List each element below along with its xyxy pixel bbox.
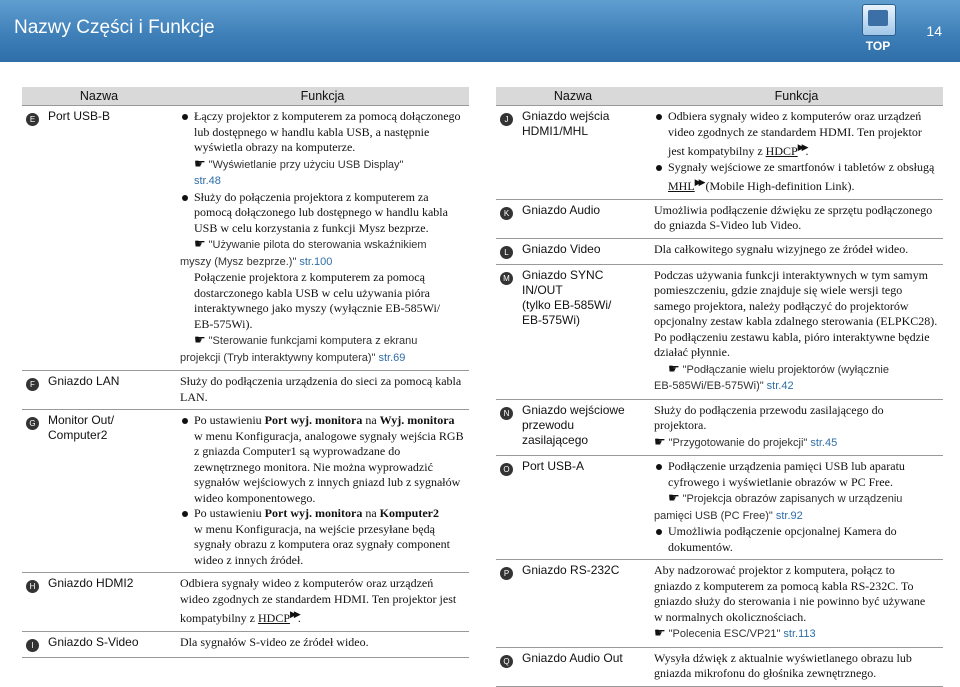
description-line [654, 218, 939, 234]
description-text: Podłączenie urządzenia pamięci USB lub aparatu [668, 459, 905, 473]
part-name-line: Gniazdo Audio Out [522, 650, 623, 665]
part-function [176, 371, 469, 410]
description-line [180, 374, 465, 390]
glossary-arrow-icon: ▶▶ [694, 177, 703, 187]
description-text: Odbiera sygnały wideo z komputerów oraz urządzeń [668, 109, 922, 123]
page-reference-link[interactable]: str.42 [766, 380, 794, 392]
badge-cell [496, 238, 518, 264]
number-badge-icon: M [500, 272, 513, 285]
table-row [496, 238, 943, 264]
column-name-header: Nazwa [22, 87, 176, 106]
description-text: EB-575Wi). [194, 316, 253, 331]
description-line [654, 524, 939, 540]
description-text: Sygnały wejściowe ze smartfonów i tabletów z obsługą [668, 159, 935, 174]
description-line [654, 563, 939, 579]
part-name [44, 106, 176, 371]
part-function [650, 264, 943, 399]
page-reference-link[interactable]: str.45 [810, 436, 838, 449]
part-function [650, 106, 943, 200]
table-row [496, 106, 943, 200]
badge-cell [22, 631, 44, 657]
number-badge-icon: Q [500, 655, 513, 668]
part-function [650, 647, 943, 686]
description-line [654, 594, 939, 610]
glossary-arrow-icon: ▶▶ [797, 142, 806, 152]
description-line [180, 173, 465, 190]
badge-cell [22, 371, 44, 410]
part-name [518, 264, 650, 399]
part-function [650, 399, 943, 456]
part-name-line: Gniazdo Audio [522, 202, 601, 217]
description-text: Wysyła dźwięk z aktualnie wyświetlanego obrazu lub [654, 650, 912, 665]
number-badge-icon: G [26, 417, 39, 430]
description-line [654, 508, 939, 525]
number-badge-icon: E [26, 113, 39, 126]
part-name-line: Monitor Out/ [48, 413, 115, 427]
description-line [180, 444, 465, 460]
page-reference-link[interactable]: str.100 [299, 255, 333, 268]
page-reference-link[interactable]: str.48 [194, 175, 221, 187]
part-name [518, 238, 650, 264]
description-text: LAN. [180, 389, 208, 404]
description-line [180, 576, 465, 592]
description-line [180, 537, 465, 553]
pointing-hand-icon: ☛ [654, 625, 666, 640]
description-text: gniazda mikrofonu do głośnika zewnętrznego. [654, 666, 877, 680]
description-text: sygnały obrazu z komputera oraz sygnały component [194, 537, 450, 551]
badge-cell [496, 456, 518, 560]
description-line [654, 418, 939, 434]
part-function [650, 238, 943, 264]
description-text: dokumentów. [668, 539, 733, 554]
description-text: wideo zgodnych ze standardem HDMI. Ten projektor jest [180, 591, 457, 606]
part-name [518, 399, 650, 456]
description-line [654, 109, 939, 125]
description-text: działać płynnie. [654, 345, 730, 359]
glossary-arrow-icon: ▶▶ [290, 609, 298, 619]
cross-reference-text: "Wyświetlanie przy użyciu USB Display" [208, 158, 404, 171]
part-name-line: Gniazdo wejściowe [522, 402, 625, 417]
part-name-line: Computer2 [48, 428, 108, 442]
badge-cell [496, 647, 518, 686]
pointing-hand-icon: ☛ [194, 236, 206, 251]
cross-reference-text: EB-585Wi/EB-575Wi)" [654, 380, 764, 392]
description-line [654, 490, 939, 508]
pointing-hand-icon: ☛ [194, 155, 206, 171]
table-row [496, 399, 943, 456]
description-line [180, 491, 465, 507]
description-line [180, 317, 465, 333]
description-line [180, 301, 465, 317]
badge-cell [496, 106, 518, 200]
description-line [654, 459, 939, 475]
description-text: Aby nadzorować projektor z komputera, połącz to [654, 563, 895, 577]
part-name-line: Gniazdo SYNC IN/OUT [522, 267, 604, 297]
menu-term: Port wyj. monitora [264, 413, 363, 427]
description-line [180, 429, 465, 445]
description-text: Po podłączeniu zestawu kabla, pióro interaktywne będzie [654, 329, 930, 344]
part-function [176, 410, 469, 573]
description-line [654, 610, 939, 626]
page-reference-link[interactable]: str.113 [783, 628, 816, 640]
description-line [180, 553, 465, 569]
table-row [496, 560, 943, 648]
description-text: Dla sygnałów S-video ze źródeł wideo. [180, 634, 369, 649]
badge-cell [22, 573, 44, 632]
number-badge-icon: P [500, 567, 513, 580]
description-line [654, 268, 939, 284]
part-name-line: Port USB-B [48, 109, 111, 123]
description-text: samego projektora, należy podłączyć do projektorów [654, 298, 909, 313]
description-line [654, 140, 939, 160]
description-text: pomieszczeniu, gdzie znajduje się wiele wersji tego [654, 283, 903, 297]
description-text: z gniazda Computer1 są wyprowadzane do [194, 444, 401, 458]
table-row [22, 106, 469, 371]
part-function [176, 573, 469, 632]
description-text: Odbiera sygnały wideo z komputerów oraz urządzeń [180, 576, 434, 590]
pointing-hand-icon: ☛ [194, 332, 206, 347]
description-text: w menu Konfiguracja, analogowe sygnały wejścia RGB [194, 428, 464, 443]
description-line [180, 156, 465, 174]
page-reference-link[interactable]: str.69 [378, 351, 406, 364]
description-text: Po ustawieniu [194, 506, 265, 520]
number-badge-icon: F [26, 378, 39, 391]
cross-reference-text: pamięci USB (PC Free)" [654, 509, 773, 522]
part-name-line: zasilającego [522, 432, 589, 447]
badge-cell [496, 199, 518, 238]
description-line [180, 270, 465, 286]
description-line [654, 361, 939, 379]
number-badge-icon: N [500, 407, 513, 420]
description-text: do gniazda S-Video lub Video. [654, 218, 802, 232]
description-line [654, 625, 939, 643]
column-function-header: Funkcja [176, 87, 469, 106]
page-reference-link[interactable]: str.92 [775, 509, 803, 522]
description-text: projektora. [654, 418, 707, 432]
page-header [0, 0, 960, 62]
part-name-line: EB-575Wi) [522, 312, 581, 327]
description-text: sygnałów wejściowych z innych gniazd lub z sygnałów [194, 475, 461, 489]
part-name [518, 647, 650, 686]
description-line [654, 579, 939, 595]
description-line [180, 522, 465, 538]
description-line [180, 109, 465, 125]
table-row [22, 573, 469, 632]
cross-reference-text: "Przygotowanie do projekcji" [668, 436, 808, 449]
description-line [180, 607, 465, 627]
table-header [22, 87, 469, 106]
description-line [654, 403, 939, 419]
pointing-hand-icon: ☛ [668, 360, 680, 376]
part-name-line: przewodu [522, 417, 575, 432]
number-badge-icon: O [500, 463, 513, 476]
description-text: jest kompatybilny z [668, 144, 766, 158]
description-text: Dla całkowitego sygnału wizyjnego ze źródeł wideo. [654, 241, 909, 256]
description-line [180, 236, 465, 254]
top-icon [862, 4, 896, 36]
cross-reference-text: projekcji (Tryb interaktywny komputera)" [180, 351, 376, 364]
table-row [22, 631, 469, 657]
page-title: Nazwy Części i Funkcje [14, 17, 215, 38]
description-text: Po ustawieniu [194, 413, 265, 427]
table-row [496, 456, 943, 560]
description-text: w normalnych okolicznościach. [654, 609, 807, 624]
description-line [180, 460, 465, 476]
description-line [654, 299, 939, 315]
table-row [496, 199, 943, 238]
description-line [180, 190, 465, 206]
pointing-hand-icon: ☛ [654, 433, 666, 449]
description-text: wyświetla obrazy na komputerze. [194, 140, 356, 154]
description-line [180, 205, 465, 221]
description-text: wideo z innych źródeł. [194, 552, 304, 567]
part-name-line: Gniazdo HDMI2 [48, 576, 134, 590]
description-line [180, 332, 465, 350]
pointing-hand-icon: ☛ [668, 490, 680, 505]
part-function [176, 631, 469, 657]
description-text: interaktywnego jako myszy (wyłącznie EB-585Wi/ [194, 301, 441, 315]
description-line [654, 330, 939, 346]
part-name-line: Gniazdo RS-232C [522, 563, 620, 577]
badge-cell [496, 560, 518, 648]
table-row [496, 647, 943, 686]
part-name [44, 631, 176, 657]
part-function [650, 456, 943, 560]
description-text: w menu Konfiguracja, na wejście przesyłane będą [194, 521, 435, 536]
cross-reference-text: "Używanie pilota do sterowania wskaźnikiem [208, 239, 427, 251]
description-line [654, 160, 939, 176]
description-line [654, 651, 939, 667]
description-text: opcjonalny zestaw kabla zdalnego sterowania (ELPKC28). [654, 314, 938, 328]
description-line [180, 125, 465, 141]
cross-reference-text: "Projekcja obrazów zapisanych w urządzeniu [682, 493, 903, 505]
description-text: . [297, 611, 301, 625]
part-function [650, 560, 943, 648]
part-name [518, 106, 650, 200]
description-text: Służy do połączenia projektora z komputerem za [194, 189, 429, 204]
parts-table-right [496, 87, 943, 687]
description-line [180, 350, 465, 367]
description-line [654, 314, 939, 330]
part-name-line: (tylko EB-585Wi/ [522, 297, 612, 312]
menu-term: Komputer2 [379, 506, 439, 520]
parts-table-left [22, 87, 469, 658]
description-line [180, 475, 465, 491]
menu-term: Port wyj. monitora [264, 506, 363, 520]
table-row [22, 371, 469, 410]
description-line [654, 283, 939, 299]
description-line [180, 254, 465, 271]
badge-cell [22, 410, 44, 573]
description-text: Umożliwia podłączenie opcjonalnej Kamera do [668, 524, 897, 538]
number-badge-icon: L [500, 246, 513, 259]
description-line [654, 345, 939, 361]
description-text: Łączy projektor z komputerem za pomocą dołączonego [194, 109, 461, 123]
description-line [180, 506, 465, 522]
glossary-link[interactable]: MHL [668, 179, 695, 193]
description-text: Służy do podłączenia przewodu zasilającego do [654, 402, 884, 417]
description-text: cyfrowego i wyświetlanie obrazów w PC Free. [668, 474, 893, 489]
description-line [180, 221, 465, 237]
part-name-line: Port USB-A [522, 459, 585, 473]
part-name-line: Gniazdo wejścia [522, 109, 610, 123]
description-line [654, 475, 939, 491]
cross-reference-text: "Sterowanie funkcjami komputera z ekranu [208, 335, 418, 347]
table-header [496, 87, 943, 106]
description-text: video zgodnych ze standardem HDMI. Ten projektor [668, 124, 922, 139]
glossary-link[interactable]: HDCP [765, 144, 798, 158]
part-name-line: HDMI1/MHL [522, 124, 589, 138]
description-line [180, 413, 465, 429]
column-name-header: Nazwa [496, 87, 650, 106]
number-badge-icon: K [500, 207, 513, 220]
badge-cell [22, 106, 44, 371]
description-text: . [805, 144, 809, 158]
description-text: na [362, 413, 380, 427]
cross-reference-text: "Polecenia ESC/VP21" [668, 628, 781, 640]
description-line [180, 390, 465, 406]
number-badge-icon: H [26, 580, 39, 593]
part-name [44, 573, 176, 632]
part-name [518, 199, 650, 238]
part-name-line: Gniazdo S-Video [48, 634, 139, 649]
top-link[interactable] [858, 2, 900, 54]
badge-cell [496, 399, 518, 456]
description-text: zewnętrznego monitora. Nie można wyprowadzić [194, 459, 433, 474]
badge-cell [496, 264, 518, 399]
description-text: na [362, 506, 380, 520]
description-line [654, 666, 939, 682]
number-badge-icon: I [26, 639, 39, 652]
part-function [650, 199, 943, 238]
description-text: Umożliwia podłączenie dźwięku ze sprzętu podłączonego [654, 202, 933, 217]
number-badge-icon: J [500, 113, 513, 126]
description-line [180, 140, 465, 156]
part-name [518, 456, 650, 560]
description-text: pomocą dołączonego lub dostępnego w handlu kabla [194, 205, 448, 219]
description-text: Połączenie projektora z komputerem za pomocą [194, 270, 425, 284]
description-text: Podczas używania funkcji interaktywnych w tym samym [654, 267, 928, 282]
description-text: gniazdo służy do sterowania i nie powinno być używane [654, 594, 926, 608]
table-row [22, 410, 469, 573]
part-name-line: Gniazdo Video [522, 241, 601, 256]
description-text: (Mobile High-definition Link). [702, 179, 855, 193]
page-number: 14 [926, 23, 942, 39]
description-text: gniazdo z komputerem za pomocą kabla RS-232C. To [654, 578, 914, 593]
part-function [176, 106, 469, 371]
description-text: lub dostępnego w handlu kabla USB, a następnie [194, 124, 430, 139]
part-name-line: Gniazdo LAN [48, 374, 120, 388]
description-line [180, 286, 465, 302]
description-text: Służy do podłączenia urządzenia do sieci za pomocą kabla [180, 374, 462, 388]
glossary-link[interactable]: HDCP [258, 611, 291, 625]
description-text: USB w celu korzystania z funkcji Mysz bezprze. [194, 220, 429, 235]
top-label: TOP [865, 39, 891, 53]
part-name [518, 560, 650, 648]
description-line [654, 242, 939, 258]
menu-term: Wyj. monitora [379, 413, 455, 427]
description-line [654, 125, 939, 141]
part-name [44, 371, 176, 410]
description-line [654, 203, 939, 219]
cross-reference-text: "Podłączanie wielu projektorów (wyłącznie [682, 363, 889, 376]
description-line [180, 635, 465, 651]
description-text: wideo komponentowego. [194, 490, 316, 505]
cross-reference-text: myszy (Mysz bezprze.)" [180, 255, 297, 268]
column-function-header: Funkcja [650, 87, 943, 106]
description-line [654, 175, 939, 195]
description-line [654, 540, 939, 556]
description-line [654, 434, 939, 452]
description-line [180, 592, 465, 608]
description-text: kompatybilny z [180, 611, 258, 625]
part-name [44, 410, 176, 573]
description-line [654, 378, 939, 395]
table-row [496, 264, 943, 399]
description-text: dostarczonego kabla USB w celu używania pióra [194, 285, 430, 300]
